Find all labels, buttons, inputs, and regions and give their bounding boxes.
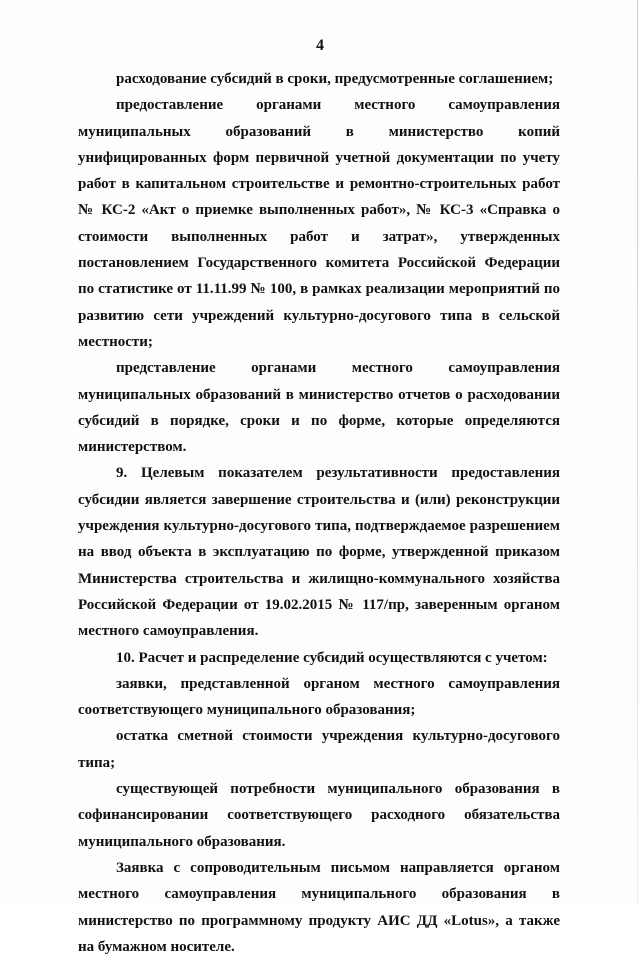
paragraph-application: заявки, представленной органом местного самоуправления соответствующего муниципального образования;	[78, 675, 560, 719]
paragraph-reports: представление органами местного самоуправления муниципальных образований в министерство отчетов о расходовании субсидий в порядке, сроки и по форме, которые определяются министерством.	[78, 360, 560, 456]
paragraph-submission: Заявка с сопроводительным письмом направляется органом местного самоуправления муниципального образования в министерство по программному продукту АИС ДД «Lotus», а также на бумажном носителе.	[78, 859, 560, 955]
scan-edge-line	[637, 0, 638, 905]
paragraph-cofinancing: существующей потребности муниципального образования в софинансировании соответствующего расходного обязательства муниципального образования.	[78, 781, 560, 850]
paragraph-item-9: 9. Целевым показателем результативности предоставления субсидии является завершение строительства и (или) реконструкции учреждения культурно-досугового типа, подтверждаемое разрешением на ввод объекта в эксплуатацию по форме, утвержденной приказом Министерства строительства и жилищно-коммунального хозяйства Российской Федерации от 19.02.2015 № 117/пр, заверенным органом местного самоуправления.	[78, 465, 560, 640]
paragraph-cost-balance: остатка сметной стоимости учреждения культурно-досугового типа;	[78, 728, 560, 771]
page-number: 4	[316, 37, 324, 54]
paragraph-subsidy-timing: расходование субсидий в сроки, предусмотренные соглашением;	[116, 71, 554, 87]
document-body	[78, 66, 560, 960]
paragraph-item-10: 10. Расчет и распределение субсидий осуществляются с учетом:	[116, 649, 548, 666]
paragraph-document-copies: предоставление органами местного самоуправления муниципальных образований в министерство копий унифицированных форм первичной учетной документации по учету работ в капитальном строительстве и ремонтно-строительных работ № КС-2 «Акт о приемке выполненных работ», № КС-3 «Справка о стоимости выполненных работ и затрат», утвержденных постановлением Государственного комитета Российской Федерации по статистике от 11.11.99 № 100, в рамках реализации мероприятий по развитию сети учреждений культурно-досугового типа в сельской местности;	[78, 97, 560, 350]
